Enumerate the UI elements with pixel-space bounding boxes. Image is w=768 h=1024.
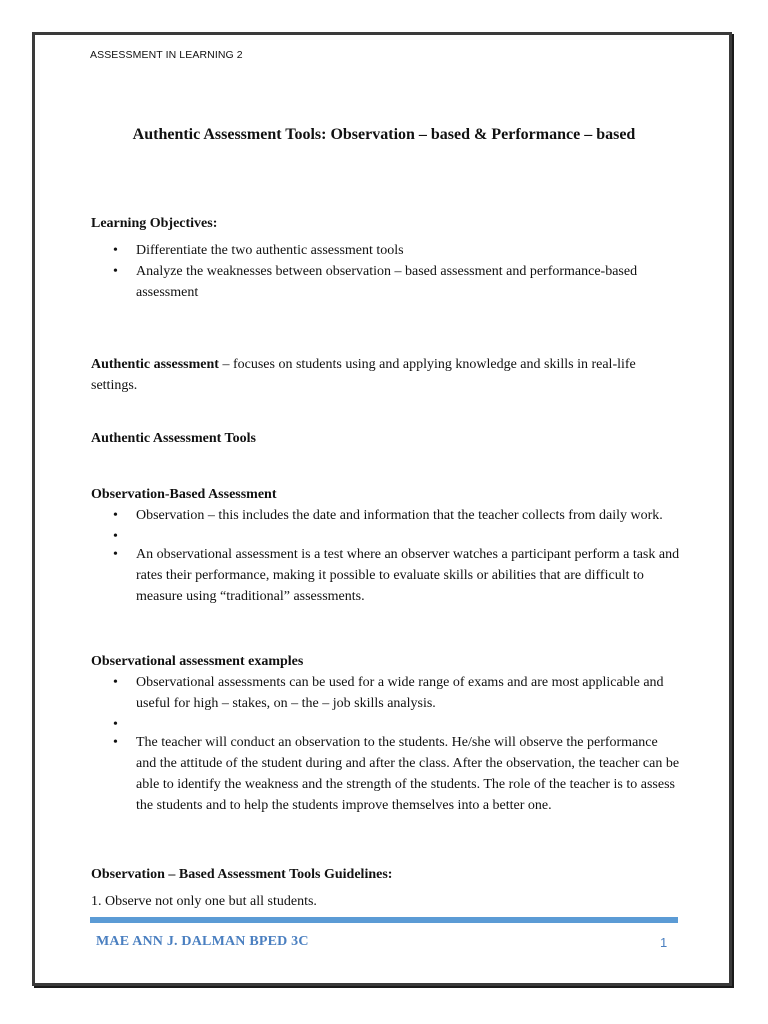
guidelines-section <box>91 864 681 912</box>
learning-objectives-section <box>91 213 681 303</box>
footer-author: MAE ANN J. DALMAN BPED 3C <box>96 934 309 949</box>
tools-heading: Authentic Assessment Tools <box>91 431 256 446</box>
list-spacer <box>91 526 681 544</box>
list-item: • Analyze the weaknesses between observation – based assessment and performance-based assessment <box>91 261 681 303</box>
page-number: 1 <box>660 935 668 950</box>
learning-objectives-list <box>91 240 681 303</box>
learning-objectives-heading: Learning Objectives: <box>91 216 218 231</box>
list-item: • Observational assessments can be used for a wide range of exams and are most applicable and useful for high – stakes, on – the – job skills analysis. <box>91 672 681 714</box>
list-item: • Differentiate the two authentic assessment tools <box>91 240 681 261</box>
examples-heading: Observational assessment examples <box>91 654 304 669</box>
list-item: • Observation – this includes the date and information that the teacher collects from daily work. <box>91 505 681 526</box>
guidelines-heading: Observation – Based Assessment Tools Guidelines: <box>91 867 393 882</box>
observation-based-section <box>91 484 681 607</box>
list-item: • The teacher will conduct an observation to the students. He/she will observe the performance and the attitude of the student during and after the class. After the observation, the teacher can be able to identify the weakness and the strength of the students. The role of the teacher is to assess the students and to help the students improve themselves into a better one. <box>91 732 681 816</box>
examples-list <box>91 672 681 816</box>
guideline-item: 1. Observe not only one but all students. <box>91 894 317 909</box>
list-spacer <box>91 714 681 732</box>
observation-based-heading: Observation-Based Assessment <box>91 487 277 502</box>
observation-based-list <box>91 505 681 607</box>
document-title: Authentic Assessment Tools: Observation – based & Performance – based <box>132 126 636 143</box>
footer-rule <box>90 917 678 923</box>
running-header: ASSESSMENT IN LEARNING 2 <box>90 49 243 61</box>
examples-section <box>91 651 681 816</box>
authentic-assessment-text: – focuses on students using and applying knowledge and skills in real-life settings. <box>91 357 636 393</box>
authentic-assessment-term: Authentic assessment <box>91 357 219 372</box>
list-item: • An observational assessment is a test where an observer watches a participant perform a task and rates their performance, making it possible to evaluate skills or abilities that are difficult to measure using “traditional” assessments. <box>91 544 681 607</box>
authentic-assessment-definition <box>91 354 681 396</box>
